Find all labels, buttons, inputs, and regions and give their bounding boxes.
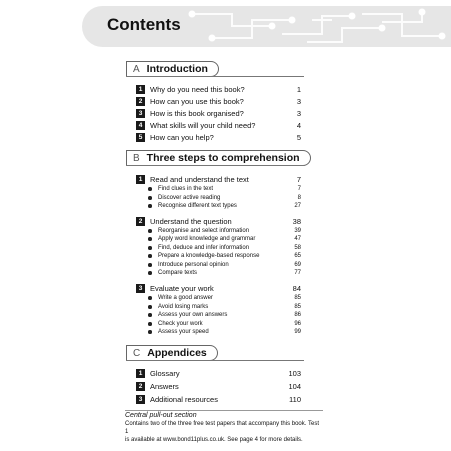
section-letter: B <box>133 152 140 164</box>
entry-page: 4 <box>296 121 301 130</box>
subentry-label: Assess your speed <box>158 329 209 335</box>
subentry-page: 7 <box>297 186 301 192</box>
header-banner <box>82 6 451 47</box>
toc-subentry[interactable] <box>148 311 301 319</box>
subentry-label: Introduce personal opinion <box>158 262 229 268</box>
entry-number: 3 <box>136 284 145 293</box>
note-line: Contains two of the three free test papers that accompany this book. Test 1 <box>125 421 319 435</box>
subentry-page: 27 <box>294 203 301 209</box>
subentry-label: Discover active reading <box>158 195 221 201</box>
bullet-icon <box>148 237 152 241</box>
entry-number: 2 <box>136 382 145 391</box>
entry-number: 1 <box>136 85 145 94</box>
toc-entry[interactable] <box>136 174 301 185</box>
subentry-label: Apply word knowledge and grammar <box>158 236 256 242</box>
pullout-note <box>125 410 323 443</box>
note-line: is available at www.bond11plus.co.uk. See page 4 for more details. <box>125 437 303 443</box>
subentry-label: Recognise different text types <box>158 203 237 209</box>
entry-label: Evaluate your work <box>150 284 214 293</box>
toc-subentry[interactable] <box>148 328 301 336</box>
entry-label: What skills will your child need? <box>150 121 256 130</box>
section-title: Three steps to comprehension <box>146 152 300 164</box>
entry-page: 104 <box>288 382 301 391</box>
entry-number: 2 <box>136 217 145 226</box>
toc-entry[interactable] <box>136 84 301 95</box>
subentry-page: 77 <box>294 270 301 276</box>
subentry-page: 96 <box>294 321 301 327</box>
entry-page: 1 <box>296 85 301 94</box>
toc-entry[interactable] <box>136 283 301 294</box>
entry-number: 3 <box>136 395 145 404</box>
subentry-page: 8 <box>297 195 301 201</box>
entry-label: How is this book organised? <box>150 109 244 118</box>
toc-subentry[interactable] <box>148 185 301 193</box>
subentry-page: 85 <box>294 295 301 301</box>
toc-entry[interactable] <box>136 216 301 227</box>
section-header-c <box>126 345 218 361</box>
bullet-icon <box>148 322 152 326</box>
toc-subentry[interactable] <box>148 252 301 260</box>
note-title: Central pull-out section <box>125 412 197 419</box>
subentry-page: 69 <box>294 262 301 268</box>
bullet-icon <box>148 305 152 309</box>
toc-entry[interactable] <box>136 96 301 107</box>
section-letter: C <box>133 347 141 359</box>
entry-page: 38 <box>292 217 301 226</box>
toc-subentry[interactable] <box>148 227 301 235</box>
entry-page: 7 <box>296 175 301 184</box>
subentry-label: Find clues in the text <box>158 186 214 192</box>
subentry-page: 99 <box>294 329 301 335</box>
entry-number: 1 <box>136 369 145 378</box>
subentry-page: 58 <box>294 245 301 251</box>
entry-page: 3 <box>296 97 301 106</box>
entry-label: Understand the question <box>150 217 232 226</box>
subentry-label: Prepare a knowledge-based response <box>158 253 260 259</box>
subentry-label: Write a good answer <box>158 295 213 301</box>
subentry-page: 39 <box>294 228 301 234</box>
toc-entry[interactable] <box>136 132 301 143</box>
entry-label: Answers <box>150 382 179 391</box>
toc-subentry[interactable] <box>148 303 301 311</box>
entry-label: Additional resources <box>150 395 218 404</box>
subentry-label: Find, deduce and infer information <box>158 245 250 251</box>
entry-label: How can you help? <box>150 133 214 142</box>
toc-subentry[interactable] <box>148 244 301 252</box>
section-header-a <box>126 61 219 77</box>
page-title: Contents <box>107 15 181 34</box>
toc-subentry[interactable] <box>148 294 301 302</box>
subentry-page: 65 <box>294 253 301 259</box>
subentry-label: Check your work <box>158 321 203 327</box>
entry-label: Glossary <box>150 369 180 378</box>
subentry-page: 85 <box>294 304 301 310</box>
entry-number: 3 <box>136 109 145 118</box>
subentry-label: Reorganise and select information <box>158 228 250 234</box>
bullet-icon <box>148 271 152 275</box>
section-title: Appendices <box>147 347 207 359</box>
section-title: Introduction <box>146 63 208 75</box>
subentry-page: 86 <box>294 312 301 318</box>
toc-subentry[interactable] <box>148 320 301 328</box>
toc-entry[interactable] <box>136 120 301 131</box>
toc-entry[interactable] <box>136 381 301 392</box>
toc-subentry[interactable] <box>148 202 301 210</box>
entry-page: 84 <box>292 284 301 293</box>
subentry-label: Avoid losing marks <box>158 304 209 310</box>
section-letter: A <box>133 63 140 75</box>
toc-entry[interactable] <box>136 368 301 379</box>
entry-label: How can you use this book? <box>150 97 244 106</box>
entry-page: 5 <box>296 133 301 142</box>
subentry-page: 47 <box>294 236 301 242</box>
bullet-icon <box>148 313 152 317</box>
entry-label: Read and understand the text <box>150 175 249 184</box>
entry-page: 3 <box>296 109 301 118</box>
toc-subentry[interactable] <box>148 269 301 277</box>
entry-page: 110 <box>289 395 301 404</box>
entry-label: Why do you need this book? <box>150 85 245 94</box>
bullet-icon <box>148 263 152 267</box>
toc-subentry[interactable] <box>148 261 301 269</box>
bullet-icon <box>148 330 152 334</box>
bullet-icon <box>148 254 152 258</box>
bullet-icon <box>148 229 152 233</box>
toc-subentry[interactable] <box>148 194 301 202</box>
subentry-label: Assess your own answers <box>158 312 228 318</box>
bullet-icon <box>148 246 152 250</box>
entry-page: 103 <box>288 369 301 378</box>
entry-number: 5 <box>136 133 145 142</box>
subentry-label: Compare texts <box>158 270 198 276</box>
bullet-icon <box>148 296 152 300</box>
bullet-icon <box>148 196 152 200</box>
bullet-icon <box>148 204 152 208</box>
toc-entry[interactable] <box>136 394 301 405</box>
entry-number: 4 <box>136 121 145 130</box>
entry-number: 1 <box>136 175 145 184</box>
entry-number: 2 <box>136 97 145 106</box>
toc-entry[interactable] <box>136 108 301 119</box>
bullet-icon <box>148 187 152 191</box>
section-header-b <box>126 150 311 166</box>
toc-subentry[interactable] <box>148 235 301 243</box>
